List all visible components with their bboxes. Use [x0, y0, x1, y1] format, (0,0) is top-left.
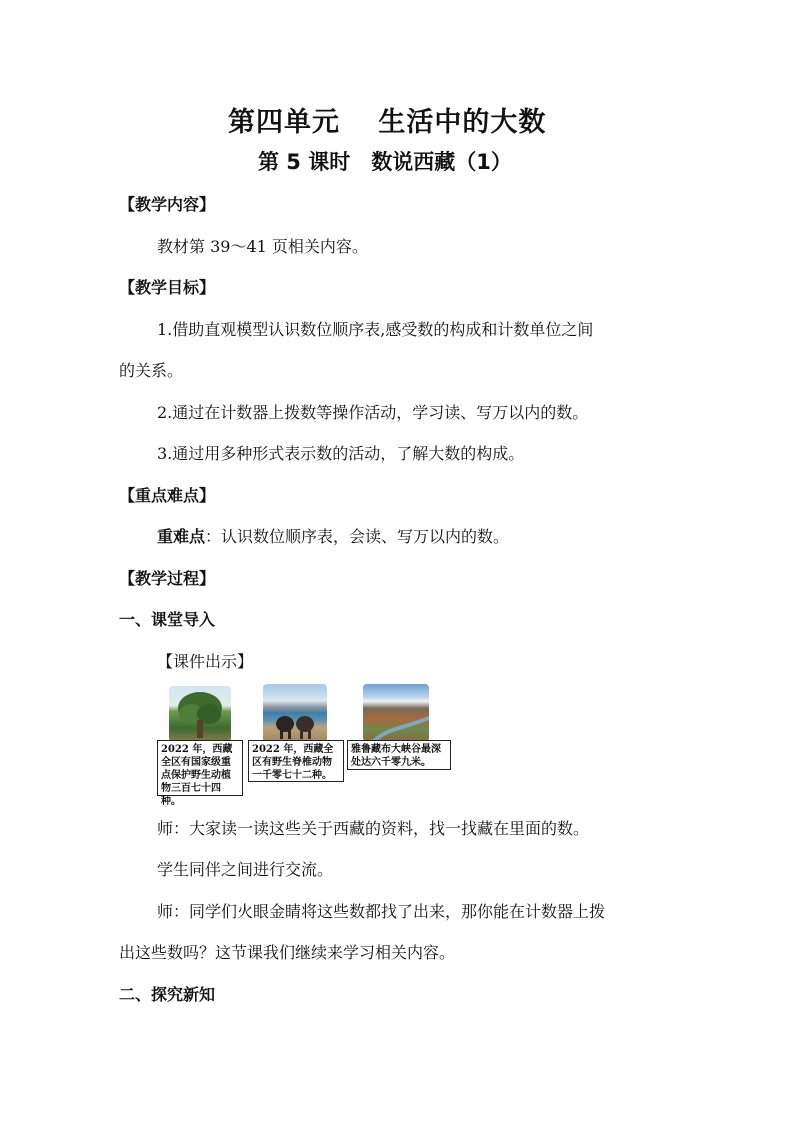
teacher-line-2a: 师：同学们火眼金睛将这些数都找了出来，那你能在计数器上拨 [157, 902, 606, 921]
teacher-line-1: 师：大家读一读这些关于西藏的资料，找一找藏在里面的数。 [157, 819, 590, 838]
teaching-process-heading: 【教学过程】 [119, 569, 216, 588]
unit-title: 第四单元 生活中的大数 [228, 107, 547, 138]
lesson-subtitle: 第 5 课时 数说西藏（1） [258, 150, 512, 174]
teaching-content-text: 教材第 39～41 页相关内容。 [157, 237, 368, 256]
tree-photo [169, 686, 231, 742]
goal-3: 3.通过用多种形式表示数的活动，了解大数的构成。 [157, 444, 525, 463]
teaching-goals-heading: 【教学目标】 [119, 278, 216, 297]
courseware-figure [157, 684, 453, 807]
key-points-desc: ：认识数位顺序表，会读、写万以内的数。 [205, 527, 510, 546]
goal-1-line-1: 1.借助直观模型认识数位顺序表,感受数的构成和计数单位之间 [157, 320, 594, 339]
teacher-line-2b: 出这些数吗？这节课我们继续来学习相关内容。 [119, 943, 456, 962]
fact-card-3: 雅鲁藏布大峡谷最深处达六千零九米。 [347, 740, 451, 770]
canyon-photo [363, 684, 429, 742]
part-2-heading: 二、探究新知 [119, 985, 216, 1004]
courseware-label: 【课件出示】 [157, 652, 254, 671]
goal-2: 2.通过在计数器上拨数等操作活动，学习读、写万以内的数。 [157, 403, 589, 422]
part-1-heading: 一、课堂导入 [119, 610, 216, 629]
fact-card-2: 2022 年，西藏全区有野生脊椎动物一千零七十二种。 [248, 740, 344, 782]
goal-1-line-2: 的关系。 [119, 361, 184, 380]
yak-photo [263, 684, 327, 744]
students-line: 学生同伴之间进行交流。 [157, 860, 334, 879]
tree-icon [169, 686, 231, 742]
fact-card-1: 2022 年，西藏全区有国家级重点保护野生动植物三百七十四种。 [157, 740, 243, 796]
river-icon [363, 684, 429, 742]
key-points-text [157, 524, 509, 547]
key-points-heading: 【重点难点】 [119, 486, 216, 505]
yak-icon [263, 684, 327, 744]
teaching-content-heading: 【教学内容】 [119, 195, 216, 214]
key-points-label: 重难点 [157, 527, 206, 546]
